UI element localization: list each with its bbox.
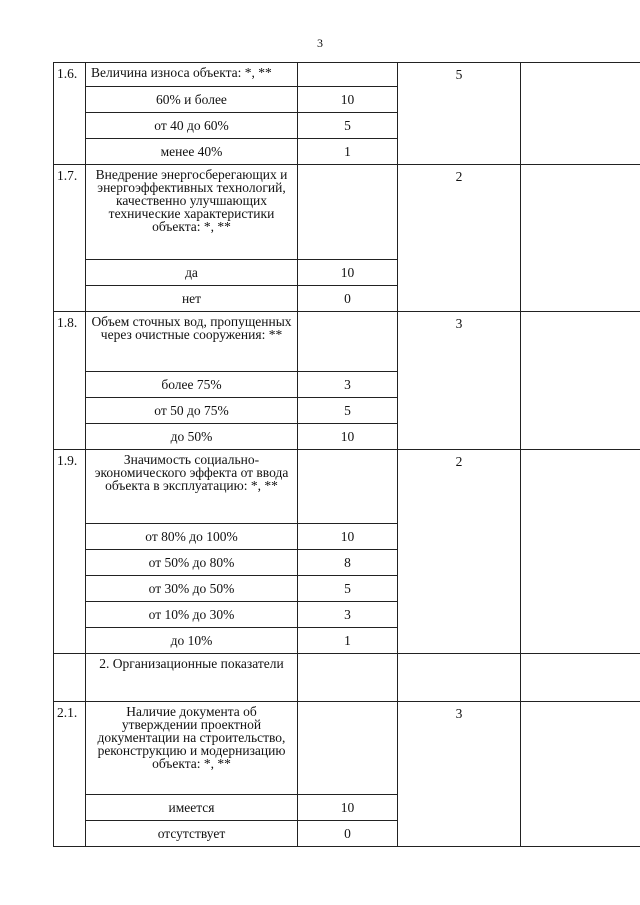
section-number: 2.1.: [54, 702, 86, 847]
section-title-row: [54, 165, 640, 260]
option-score: 10: [298, 795, 398, 821]
option-label: более 75%: [86, 372, 298, 398]
section-weight: [398, 654, 521, 702]
option-score: 10: [298, 424, 398, 450]
option-score: 0: [298, 821, 398, 847]
section-title-row: [54, 450, 640, 524]
option-label: нет: [86, 286, 298, 312]
section-blank-cell: [521, 312, 640, 450]
page-number: 3: [317, 36, 323, 50]
section-blank-cell: [521, 63, 640, 165]
option-score: 3: [298, 602, 398, 628]
section-weight: 3: [398, 312, 521, 450]
section-weight: 3: [398, 702, 521, 847]
section-score-cell: [298, 654, 398, 702]
option-score: 10: [298, 524, 398, 550]
section-title: Величина износа объекта: *, **: [86, 63, 298, 87]
section-title: Значимость социально-экономического эффекта от ввода объекта в эксплуатацию: *, **: [86, 450, 298, 524]
section-title: Внедрение энергосберегающих и энергоэффективных технологий, качественно улучшающих технические характеристики объекта: *, **: [86, 165, 298, 260]
section-score-cell: [298, 165, 398, 260]
option-score: 3: [298, 372, 398, 398]
section-weight: 2: [398, 165, 521, 312]
option-label: от 50% до 80%: [86, 550, 298, 576]
option-score: 5: [298, 398, 398, 424]
section-title-row: [54, 702, 640, 795]
section-number: 1.8.: [54, 312, 86, 450]
section-blank-cell: [521, 702, 640, 847]
option-label: менее 40%: [86, 139, 298, 165]
option-label: от 40 до 60%: [86, 113, 298, 139]
option-score: 8: [298, 550, 398, 576]
section-number: 1.7.: [54, 165, 86, 312]
section-number: [54, 654, 86, 702]
section-blank-cell: [521, 450, 640, 654]
option-score: 1: [298, 139, 398, 165]
section-blank-cell: [521, 165, 640, 312]
option-label: да: [86, 260, 298, 286]
criteria-table-body: [54, 63, 640, 847]
option-label: от 50 до 75%: [86, 398, 298, 424]
section-title-row: [54, 312, 640, 372]
option-score: 1: [298, 628, 398, 654]
section-title: Наличие документа об утверждении проектной документации на строительство, реконструкцию и модернизацию объекта: *, **: [86, 702, 298, 795]
section-title-row: [54, 654, 640, 702]
option-label: до 10%: [86, 628, 298, 654]
option-label: 60% и более: [86, 87, 298, 113]
section-title-row: [54, 63, 640, 87]
section-weight: 5: [398, 63, 521, 165]
section-weight: 2: [398, 450, 521, 654]
section-title: Объем сточных вод, пропущенных через очистные сооружения: **: [86, 312, 298, 372]
option-score: 10: [298, 260, 398, 286]
option-label: от 80% до 100%: [86, 524, 298, 550]
option-score: 5: [298, 113, 398, 139]
section-number: 1.6.: [54, 63, 86, 165]
option-label: имеется: [86, 795, 298, 821]
section-title: 2. Организационные показатели: [86, 654, 298, 702]
option-score: 0: [298, 286, 398, 312]
section-number: 1.9.: [54, 450, 86, 654]
section-score-cell: [298, 702, 398, 795]
option-score: 10: [298, 87, 398, 113]
option-label: до 50%: [86, 424, 298, 450]
option-label: от 10% до 30%: [86, 602, 298, 628]
section-score-cell: [298, 312, 398, 372]
section-score-cell: [298, 450, 398, 524]
option-label: отсутствует: [86, 821, 298, 847]
section-blank-cell: [521, 654, 640, 702]
section-score-cell: [298, 63, 398, 87]
criteria-table: [53, 62, 640, 847]
option-score: 5: [298, 576, 398, 602]
option-label: от 30% до 50%: [86, 576, 298, 602]
